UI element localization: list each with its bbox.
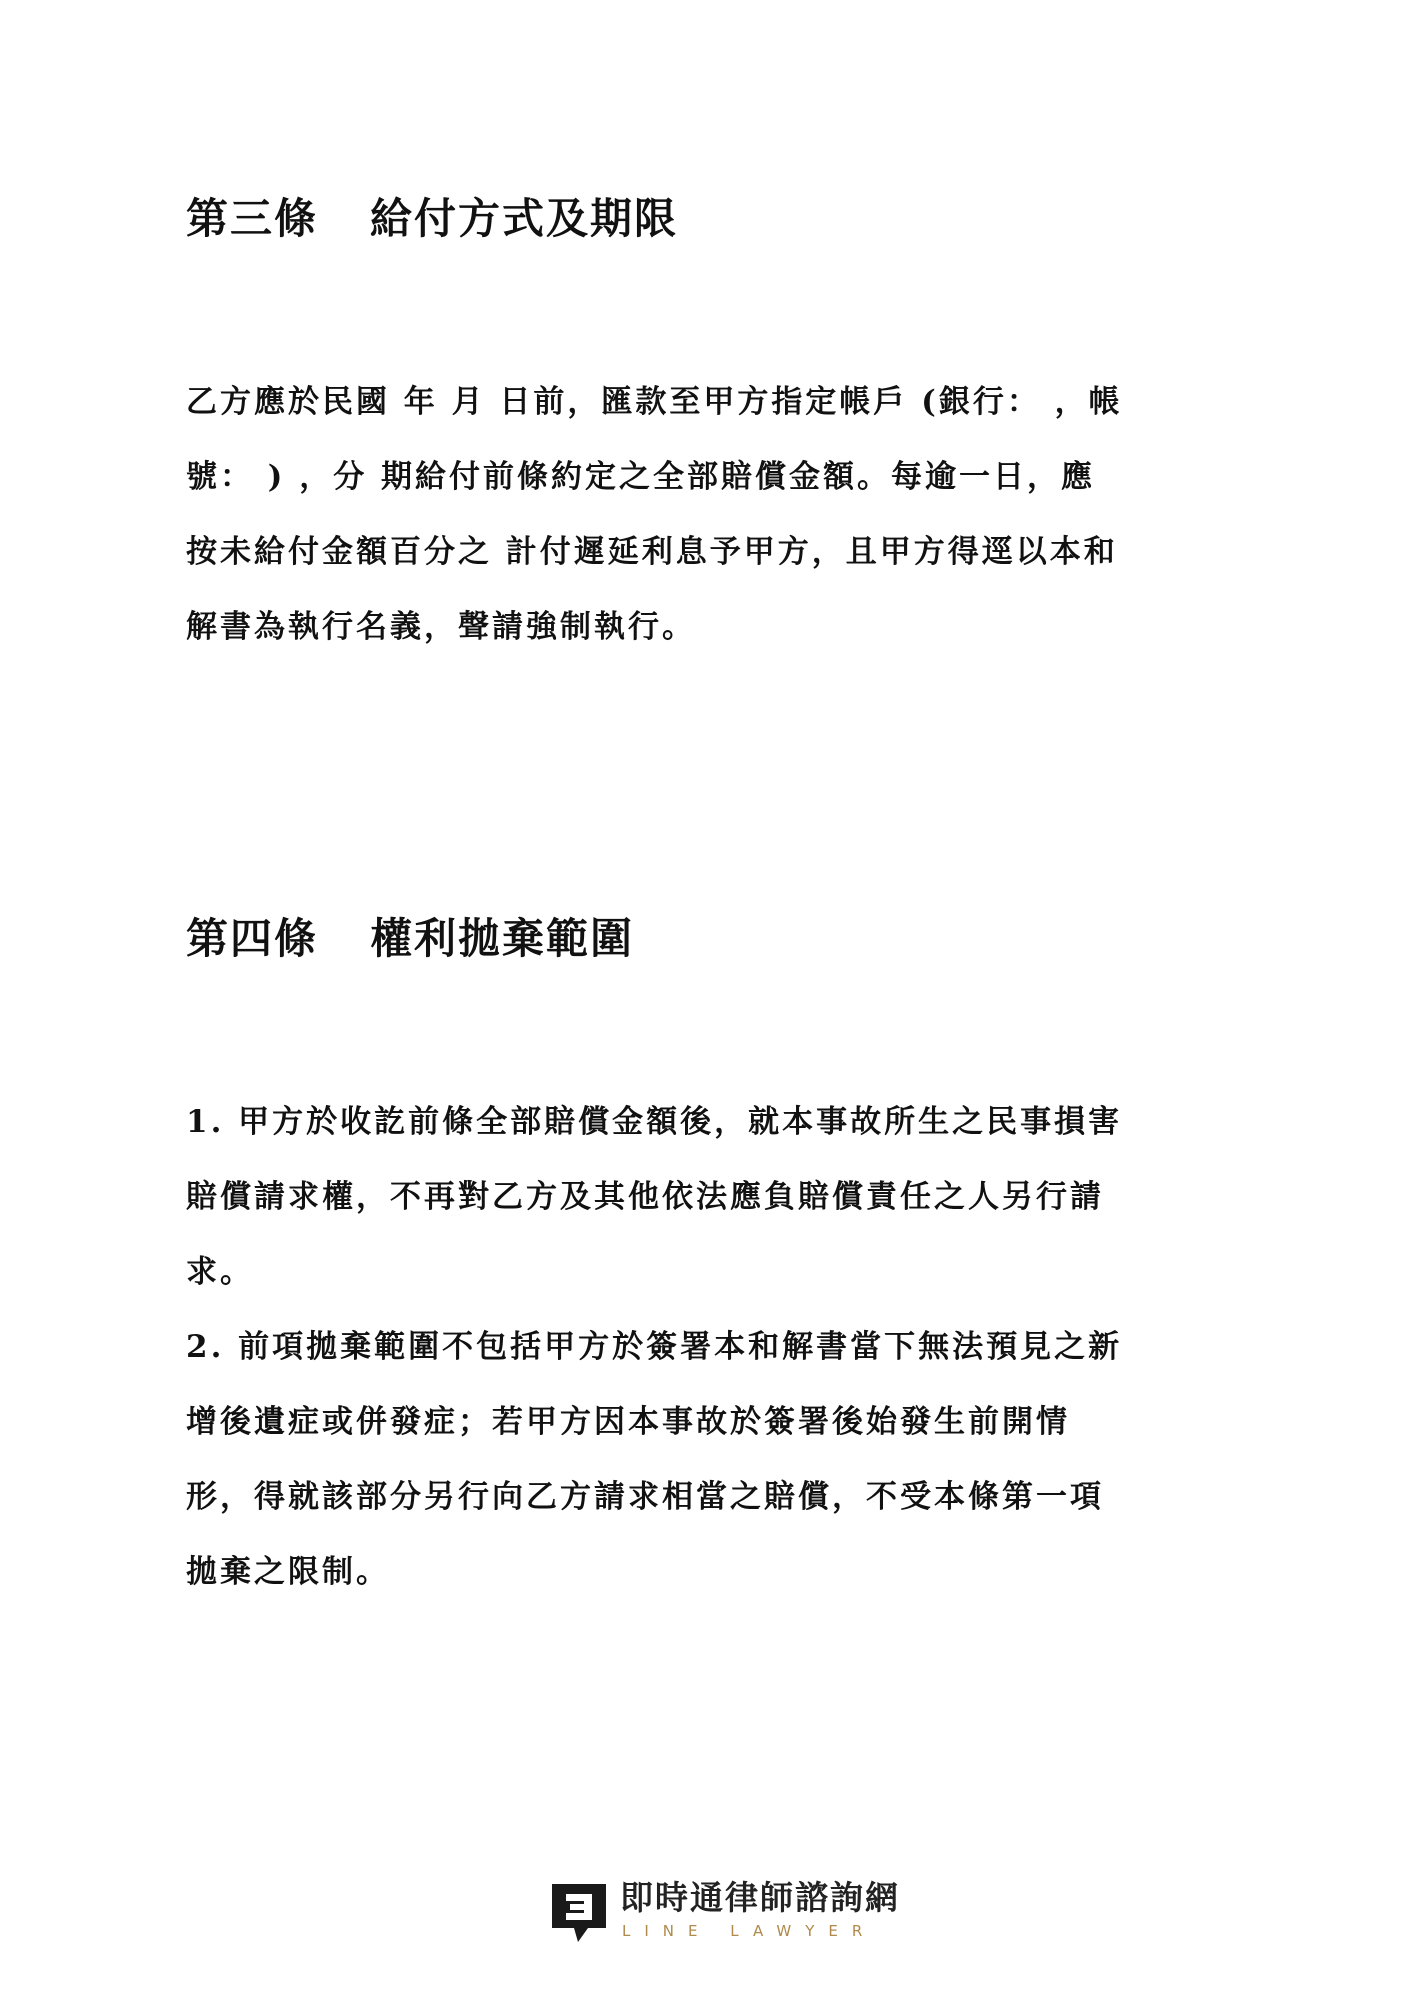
article-4-title: 權利拋棄範圍 xyxy=(370,914,635,963)
article-4-item-2 xyxy=(186,1310,1236,1610)
article-4-line: 1. 甲方於收訖前條全部賠償金額後，就本事故所生之民事損害 xyxy=(186,1104,1123,1140)
article-3-line: 乙方應於民國 年 月 日前，匯款至甲方指定帳戶 (銀行： ，帳 xyxy=(186,384,1123,420)
article-3-body xyxy=(186,365,1236,665)
article-4-heading xyxy=(186,914,635,963)
article-4-number: 第四條 xyxy=(186,914,319,963)
brand-subtitle: LINE LAWYER xyxy=(622,1922,877,1940)
article-3-number: 第三條 xyxy=(186,194,319,243)
article-4-line: 拋棄之限制。 xyxy=(186,1554,390,1590)
article-4-line: 增後遺症或併發症；若甲方因本事故於簽署後始發生前開情 xyxy=(186,1404,1070,1440)
article-4-line: 求。 xyxy=(186,1254,254,1290)
article-3-line: 按未給付金額百分之 計付遲延利息予甲方，且甲方得逕以本和 xyxy=(186,534,1118,570)
article-4-line: 2. 前項拋棄範圍不包括甲方於簽署本和解書當下無法預見之新 xyxy=(186,1329,1123,1365)
article-4-item-1 xyxy=(186,1085,1236,1310)
article-3-line: 解書為執行名義，聲請強制執行。 xyxy=(186,609,696,645)
article-3-heading xyxy=(186,194,679,243)
footer-logo xyxy=(548,1876,900,1956)
line-lawyer-logo-icon xyxy=(548,1880,610,1946)
brand-name: 即時通律師諮詢網 xyxy=(620,1878,900,1917)
article-4-line: 賠償請求權，不再對乙方及其他依法應負賠償責任之人另行請 xyxy=(186,1179,1104,1215)
article-3-title: 給付方式及期限 xyxy=(370,194,679,243)
article-4-line: 形，得就該部分另行向乙方請求相當之賠償，不受本條第一項 xyxy=(186,1479,1104,1515)
article-3-line: 號： ) ，分 期給付前條約定之全部賠償金額。每逾一日，應 xyxy=(186,459,1096,495)
